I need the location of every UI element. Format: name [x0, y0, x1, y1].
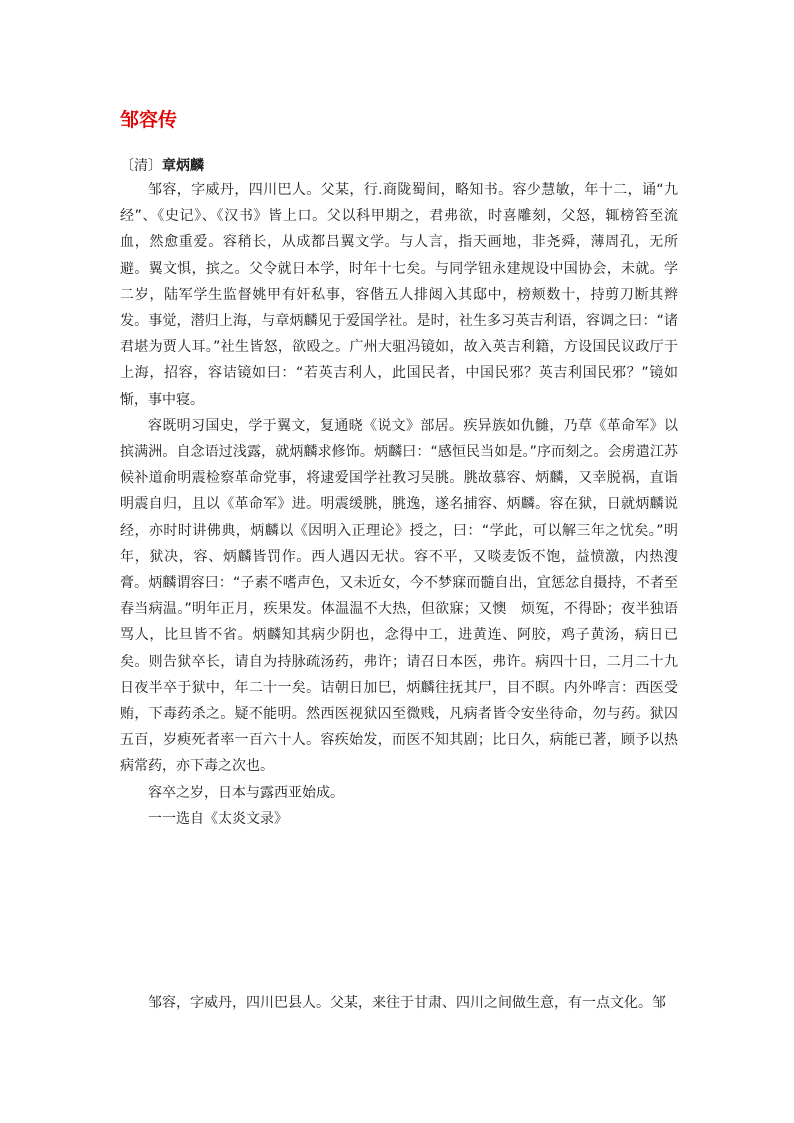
- translation-paragraph: 邹容，字威丹，四川巴县人。父某，来往于甘肃、四川之间做生意，有一点文化。邹: [148, 995, 666, 1011]
- paragraph-2: 容既明习国史，学于翼文，复通晓《说文》部居。疾异族如仇雠，乃草《革命军》以摈满洲。自念语过浅露，就炳麟求修饰。炳麟曰：“感恒民当如是。”序而刻之。会虏遣江苏候补道俞明震检察革命党事，将逮爱国学社教习吴朓。朓故慕容、炳麟，又幸脱祸，直诣明震自归，且以《革命军》进。明震缓朓，朓逸，遂名捕容、炳麟。容在狱，日就炳麟说经，亦时时讲佛典，炳麟以《因明入正理论》授之，曰：“学此，可以解三年之忧矣。”明年，狱决，容、炳麟皆罚作。西人遇囚无状。容不平，又啖麦饭不饱，益愤激，内热溲膏。炳麟谓容曰：“子素不嗜声色，又未近女，今不梦寐而髓自出，宜惩忿自摄持，不者至春当病温。”明年正月，疾果发。体温温不大热，但欲寐；又懊 烦冤，不得卧；夜半独语骂人，比旦皆不省。炳麟知其病少阴也，念得中工，进黄连、阿胶，鸡子黄汤，病日已矣。则告狱卒长，请自为持脉疏汤药，弗许；请召日本医，弗许。病四十日，二月二十九日夜半卒于狱中，年二十一矣。诘朝日加巳，炳麟往抚其尸，目不瞑。内外哗言：西医受贿，下毒药杀之。疑不能明。然西医视狱囚至微贱，凡病者皆令安坐待命，勿与药。狱囚五百，岁瘐死者率一百六十人。容疾始发，而医不知其剧；比日久，病能已著，顾予以热病常药，亦下毒之次也。: [120, 417, 678, 775]
- source-citation: 一一选自《太炎文录》: [148, 810, 288, 827]
- paragraph-1: 邹容，字威丹，四川巴人。父某，行.商陇蜀间，略知书。容少慧敏，年十二，诵“九经”、《史记》、《汉书》皆上口。父以科甲期之，君弗欲，时喜雕刻，父怒，辄榜笞至流血，然愈重爱。容稍长，从成都吕翼文学。与人言，指天画地，非尧舜，薄周孔，无所避。翼文惧，摈之。父令就日本学，时年十七矣。与同学钮永建规设中国协会，未就。学二岁，陆军学生监督姚甲有奸私事，容偕五人排闼入其邸中，榜颊数十，持剪刀断其辫发。事觉，潜归上海，与章炳麟见于爱国学社。是时，社生多习英吉利语，容调之曰：“诸君堪为贾人耳。”社生皆怒，欲殴之。广州大驵冯镜如，故入英吉利籍，方设国民议政厅于上海，招容，容诘镜如曰：“若英吉利人，此国民者，中国民邪？英吉利国民邪？”镜如惭，事中寝。: [120, 182, 678, 408]
- author-name: 章炳麟: [162, 158, 204, 174]
- author-dynasty: 〔清〕: [120, 158, 162, 174]
- article-body: [120, 177, 678, 832]
- paragraph-3: 容卒之岁，日本与露西亚始成。: [148, 784, 344, 801]
- author-line: [120, 155, 204, 175]
- article-title: 邹容传: [120, 109, 178, 131]
